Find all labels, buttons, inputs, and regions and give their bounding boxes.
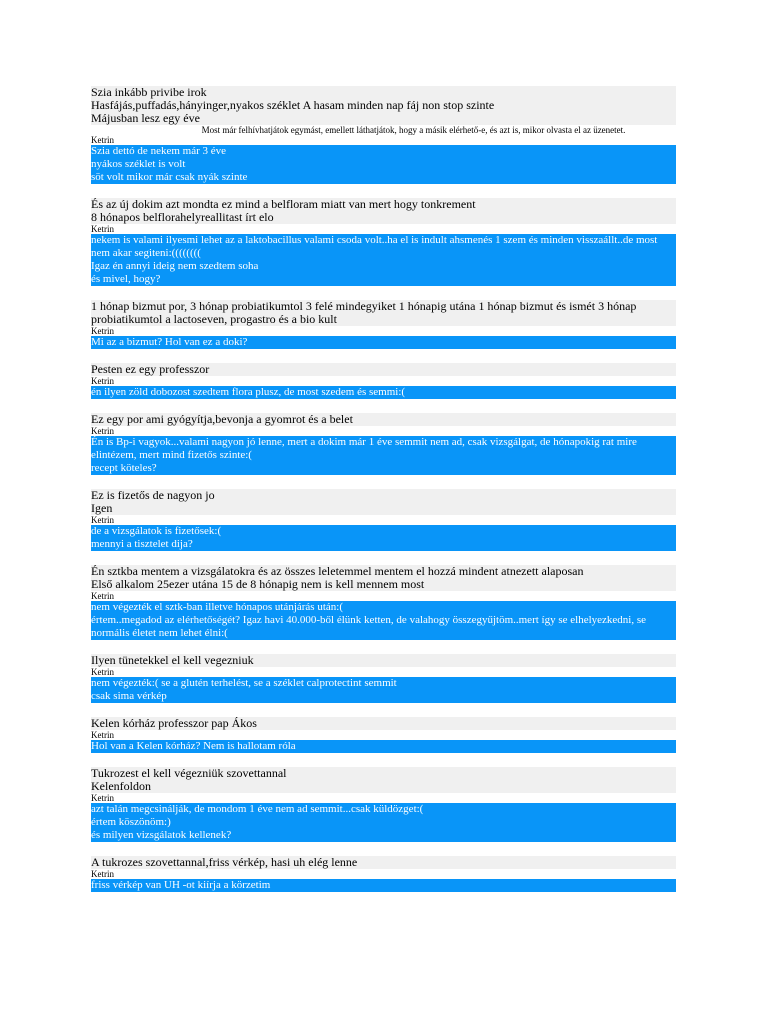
message-line: értem..megadod az elérhetőségét? Igaz havi 40.000-ből élünk ketten, de valahogy összegyűjtöm..mert így se elhelyezkedni, se normális életet nem lehet élni:(	[91, 614, 647, 639]
chat-log	[91, 86, 676, 892]
message-line: de a vizsgálatok is fizetősek:(	[91, 525, 222, 537]
message-line: és milyen vizsgálatok kellenek?	[91, 829, 232, 841]
message-line: söt volt mikor már csak nyák szinte	[91, 171, 248, 183]
incoming-message	[91, 717, 676, 730]
incoming-message	[91, 565, 676, 591]
message-line: Tukrozest el kell végezniük szovettannal	[91, 767, 287, 780]
message-line: És az új dokim azt mondta ez mind a belfloram miatt van mert hogy tonkrement	[91, 198, 476, 211]
incoming-message	[91, 856, 676, 869]
message-line: 8 hónapos belflorahelyreallitast írt elo	[91, 211, 274, 224]
message-line: Első alkalom 25ezer utána 15 de 8 hónapig nem is kell mennem most	[91, 578, 425, 591]
message-line: nem végezték:( se a glutén terhelést, se a széklet calprotectint semmit	[91, 677, 397, 689]
incoming-message	[91, 413, 676, 426]
message-line: Kelenfoldon	[91, 780, 151, 793]
message-line: Mi az a bizmut? Hol van ez a doki?	[91, 336, 248, 348]
message-line: Hol van a Kelen kórház? Nem is hallotam róla	[91, 740, 296, 752]
message-line: friss vérkép van UH -ot kiírja a körzetim	[91, 879, 271, 891]
message-line: Én sztkba mentem a vizsgálatokra és az összes leletemmel mentem el hozzá mindent atnezett alaposan	[91, 565, 584, 578]
system-note: Most már felhívhatjátok egymást, emellett láthatjátok, hogy a másik elérhető-e, és azt is, mikor olvasta el az üzenetet.	[91, 125, 676, 135]
message-line: mennyi a tisztelet dija?	[91, 538, 193, 550]
incoming-message	[91, 198, 676, 224]
message-line: Igen	[91, 502, 113, 515]
message-line: Szia dettó de nekem már 3 éve	[91, 145, 227, 157]
message-line: azt talán megcsinálják, de mondom 1 éve nem ad semmit...csak küldözget:(	[91, 803, 424, 815]
message-line: Szia inkább privibe irok	[91, 86, 207, 99]
message-line: Pesten ez egy professzor	[91, 363, 210, 376]
message-line: nyákos széklet is volt	[91, 158, 186, 170]
sender-name: Ketrin	[91, 730, 676, 740]
sender-name: Ketrin	[91, 667, 676, 677]
outgoing-message	[91, 234, 676, 286]
outgoing-message	[91, 740, 676, 753]
message-line: Hasfájás,puffadás,hányinger,nyakos széklet A hasam minden nap fáj non stop szinte	[91, 99, 495, 112]
outgoing-message	[91, 601, 676, 640]
outgoing-message	[91, 145, 676, 184]
incoming-message	[91, 86, 676, 125]
outgoing-message	[91, 436, 676, 475]
sender-name: Ketrin	[91, 591, 676, 601]
message-line: Ez is fizetős de nagyon jo	[91, 489, 215, 502]
sender-name: Ketrin	[91, 224, 676, 234]
message-line: Ez egy por ami gyógyítja,bevonja a gyomrot és a belet	[91, 413, 353, 426]
sender-name: Ketrin	[91, 326, 676, 336]
outgoing-message	[91, 336, 676, 349]
message-line: nem végezték el sztk-ban illetve hónapos utánjárás után:(	[91, 601, 343, 613]
message-line: Kelen kórház professzor pap Ákos	[91, 717, 257, 730]
incoming-message	[91, 654, 676, 667]
outgoing-message	[91, 879, 676, 892]
message-line: Igaz én annyi ideig nem szedtem soha	[91, 260, 259, 272]
outgoing-message	[91, 803, 676, 842]
incoming-message	[91, 489, 676, 515]
sender-name: Ketrin	[91, 135, 676, 145]
message-line: értem köszönöm:)	[91, 816, 171, 828]
sender-name: Ketrin	[91, 426, 676, 436]
incoming-message	[91, 767, 676, 793]
sender-name: Ketrin	[91, 869, 676, 879]
message-line: A tukrozes szovettannal,friss vérkép, hasi uh elég lenne	[91, 856, 358, 869]
incoming-message	[91, 363, 676, 376]
message-line: Én is Bp-i vagyok...valami nagyon jó lenne, mert a dokim már 1 éve semmit nem ad, csak vizsgálgat, de hónapokig rat mire elintézem, mert mind fizetős szinte:(	[91, 436, 637, 461]
message-line: recept köteles?	[91, 462, 157, 474]
message-line: csak sima vérkép	[91, 690, 167, 702]
message-line: 1 hónap bizmut por, 3 hónap probiatikumtol 3 felé mindegyiket 1 hónapig utána 1 hónap bizmut és ismét 3 hónap probiatikumtol a lactoseven, progastro és a bio kult	[91, 300, 637, 326]
message-line: Májusban lesz egy éve	[91, 112, 200, 125]
message-line: és mivel, hogy?	[91, 273, 161, 285]
message-line: Ilyen tünetekkel el kell vegezniuk	[91, 654, 254, 667]
sender-name: Ketrin	[91, 376, 676, 386]
sender-name: Ketrin	[91, 515, 676, 525]
outgoing-message	[91, 386, 676, 399]
message-line: én ilyen zöld dobozost szedtem flora plusz, de most szedem és semmi:(	[91, 386, 406, 398]
message-line: nekem is valami ilyesmi lehet az a laktobacillus valami csoda volt..ha el is indult ahsmenés 1 szem és minden visszaállt..de most nem akar segiteni:((((((((	[91, 234, 658, 259]
outgoing-message	[91, 525, 676, 551]
sender-name: Ketrin	[91, 793, 676, 803]
incoming-message	[91, 300, 676, 326]
outgoing-message	[91, 677, 676, 703]
